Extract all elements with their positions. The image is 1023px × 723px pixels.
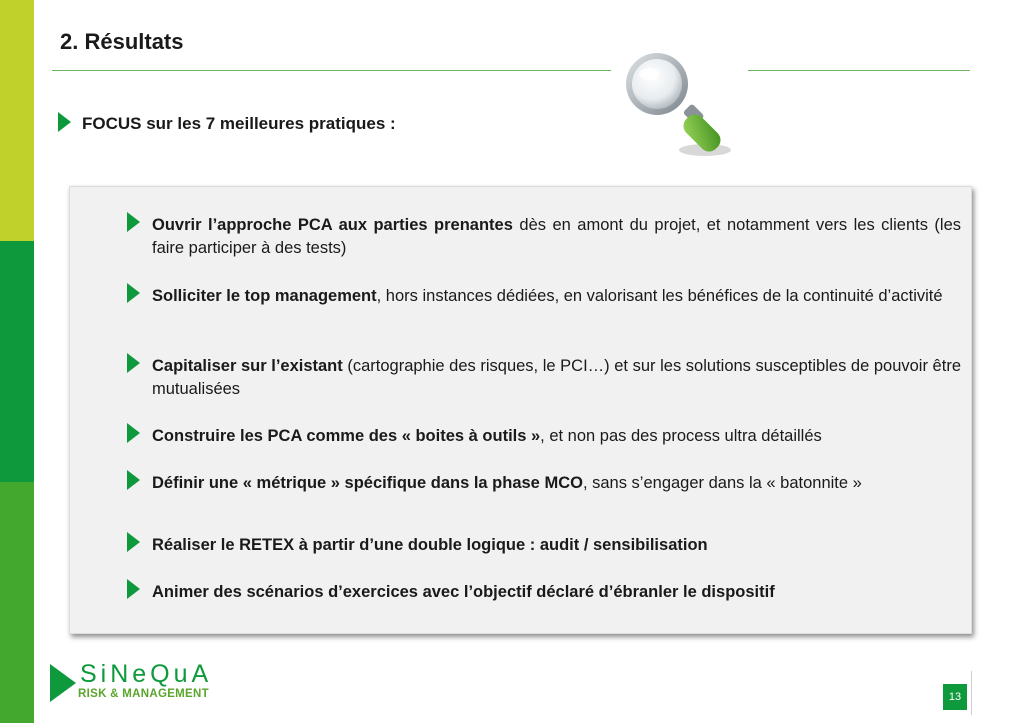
practice-item: Construire les PCA comme des « boites à outils », et non pas des process ultra détaillés (152, 427, 822, 445)
company-logo (50, 660, 240, 706)
triangle-bullet-icon (127, 423, 140, 443)
left-stripe-green (0, 241, 34, 482)
left-stripe-lime (0, 0, 34, 241)
practice-item: Définir une « métrique » spécifique dans la phase MCO, sans s’engager dans la « batonnite » (152, 474, 862, 492)
triangle-bullet-icon (127, 283, 140, 303)
title-rule-right (748, 70, 970, 71)
triangle-bullet-icon (58, 112, 71, 132)
triangle-bullet-icon (127, 353, 140, 373)
practice-item: Capitaliser sur l’existant (cartographie des risques, le PCI…) et sur les solutions susceptibles de pouvoir être mutualisées (152, 357, 961, 398)
logo-tagline: RISK & MANAGEMENT (78, 688, 209, 700)
page-number-divider (971, 671, 972, 715)
practice-item: Animer des scénarios d’exercices avec l’objectif déclaré d’ébranler le dispositif (152, 583, 775, 601)
magnifying-glass-icon (615, 46, 740, 161)
focus-heading: FOCUS sur les 7 meilleures pratiques : (82, 114, 396, 133)
slide-title: 2. Résultats (60, 29, 184, 54)
left-stripe-leaf (0, 482, 34, 723)
practice-item: Ouvrir l’approche PCA aux parties prenantes dès en amont du projet, et notamment vers les clients (les faire participer à des tests) (152, 216, 962, 257)
title-rule-left (52, 70, 611, 71)
triangle-bullet-icon (127, 470, 140, 490)
triangle-bullet-icon (127, 532, 140, 552)
practice-item: Réaliser le RETEX à partir d’une double logique : audit / sensibilisation (152, 536, 708, 554)
sinequa-triangle-logo (50, 664, 76, 702)
page-number: 13 (943, 684, 967, 710)
triangle-bullet-icon (127, 579, 140, 599)
triangle-bullet-icon (127, 212, 140, 232)
practice-item: Solliciter le top management, hors instances dédiées, en valorisant les bénéfices de la continuité d’activité (152, 287, 943, 305)
logo-name: SiNeQuA (80, 660, 213, 688)
